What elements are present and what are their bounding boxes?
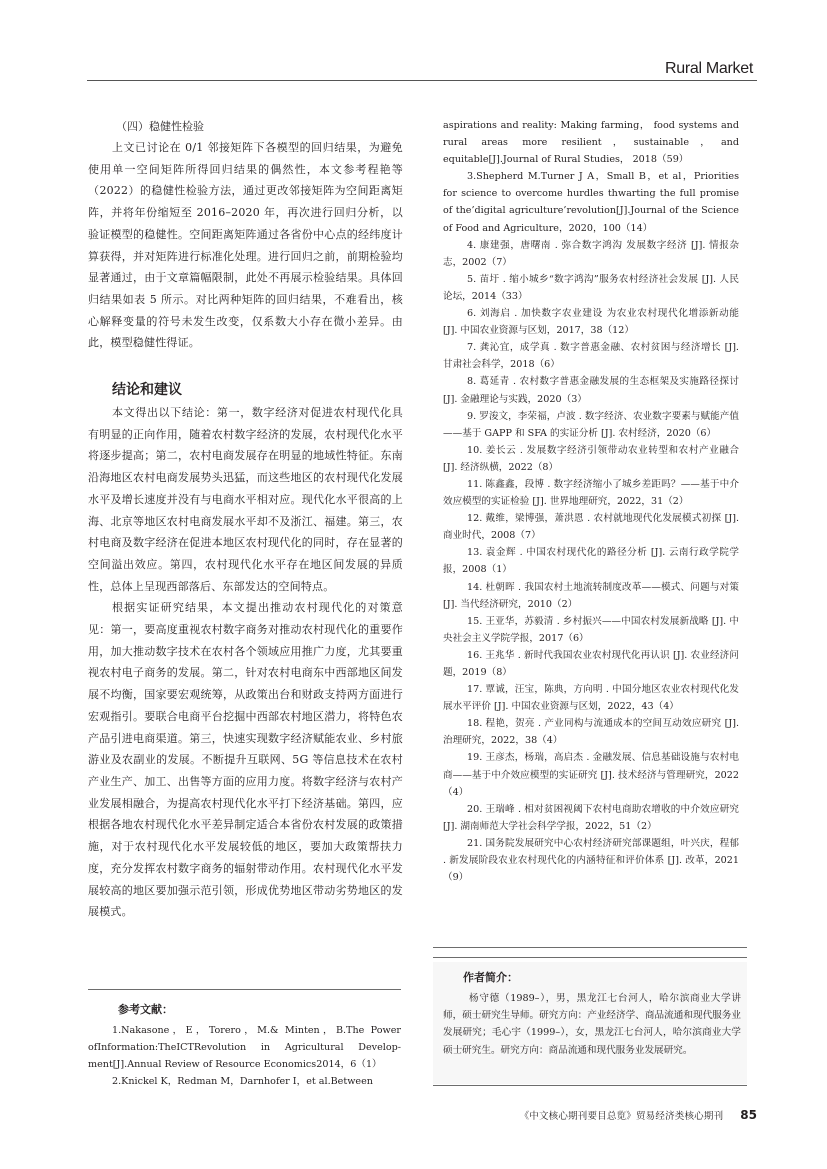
reference-item: 18. 程艳，贺亮 . 产业同构与流通成本的空间互动效应研究 [J]. 治理研究，2022，38（4）	[443, 718, 739, 747]
reference-item: 3.Shepherd M.Turner J A，Small B，et al，Priorities for science to overcome hurdles thwarting the full promise of the’digital agriculture’revolution[J].Journal of the Science of Food and Agriculture，2020，100（14）	[443, 171, 739, 234]
conclusion-paragraph: 本文得出以下结论：第一，数字经济对促进农村现代化具有明显的正向作用，随着农村数字经济的发展，农村现代化水平将逐步提高；第二，农村电商发展存在明显的地域性特征。东南沿海地区农村电商发展势头迅猛，而这些地区的农村现代化发展水平及增长速度并没有与电商水平相对应。现代化水平很高的上海、北京等地区农村电商发展水平却不及浙江、福建。第三，农村电商及数字经济在促进本地区农村现代化的同时，存在显著的空间溢出效应。第四，农村现代化水平存在地区间发展的异质性，总体上呈现西部落后、东部发达的空间特点。	[88, 406, 403, 593]
references-divider	[88, 989, 401, 990]
reference-item: 13. 袁金辉 . 中国农村现代化的路径分析 [J]. 云南行政学院学报，2008（1）	[443, 547, 739, 576]
subsection-title: （四）稳健性检验	[116, 120, 204, 133]
reference-item: 4. 康建强，唐曙南 . 弥合数字鸿沟 发展数字经济 [J]. 情报杂志，2002（7）	[443, 239, 739, 268]
author-box-top-divider	[433, 957, 747, 958]
reference-item: 14. 杜朝晖 . 我国农村土地流转制度改革——模式、问题与对策 [J]. 当代经济研究，2010（2）	[443, 581, 739, 610]
reference-item: 12. 戴维，梁博强，萧洪恩 . 农村就地现代化发展模式初探 [J]. 商业时代，2008（7）	[443, 513, 739, 542]
reference-item: 2.Knickel K，Redman M，Darnhofer I，et al.Between	[112, 1076, 373, 1088]
reference-item: 9. 罗浚文，李荣福，卢波 . 数字经济、农业数字要素与赋能产值——基于 GAPP 和 SFA 的实证分析 [J]. 农村经济，2020（6）	[443, 410, 739, 439]
reference-item: 15. 王亚华，苏毅清 . 乡村振兴——中国农村发展新战略 [J]. 中央社会主义学院学报，2017（6）	[443, 615, 739, 644]
references-left	[88, 1000, 401, 1090]
reference-item: 6. 刘海启 . 加快数字农业建设 为农业农村现代化增添新动能 [J]. 中国农业资源与区划，2017，38（12）	[443, 308, 739, 337]
reference-item: 17. 覃诚，汪宝，陈典，方向明 . 中国分地区农业农村现代化发展水平评价 [J]. 中国农业资源与区划，2022，43（4）	[443, 684, 739, 713]
suggestion-paragraph: 根据实证研究结果，本文提出推动农村现代化的对策意见：第一，要高度重视农村数字商务对推动农村现代化的重要作用，加大推动数字技术在农村各个领域应用推广力度，尤其要重视农村电子商务的发展。第二，针对农村电商东中西部地区间发展不均衡，国家要宏观统筹，从政策出台和财政支持两方面进行宏观指引。要联合电商平台挖掘中西部农村地区潜力，将特色农产品引进电商渠道。第三，快速实现数字经济赋能农业、乡村旅游业及农副业的发展。不断提升互联网、5G 等信息技术在农村产业生产、加工、出售等方面的应用力度。将数字经济与农村产业发展相融合，为提高农村现代化水平打下经济基础。第四，应根据各地农村现代化水平差异制定适合本省份农村发展的政策措施，对于农村现代化水平发展较低的地区，要加大政策帮扶力度，充分发挥农村数字商务的辐射带动作用。农村现代化水平发展较高的地区要加强示范引领，形成优势地区带动劣势地区的发展模式。	[88, 601, 403, 919]
reference-item: 1.Nakasone，E，Torero，M.& Minten，B.The Power ofInformation:TheICTRevolution in Agricultural Develop-ment[J].Annual Review of Resource Economics2014，6（1）	[88, 1025, 401, 1071]
reference-item: 10. 姜长云 . 发展数字经济引领带动农业转型和农村产业融合 [J]. 经济纵横，2022（8）	[443, 444, 739, 473]
reference-item: 21. 国务院发展研究中心农村经济研究部课题组，叶兴庆，程郁 . 新发展阶段农业农村现代化的内涵特征和评价体系 [J]. 改革，2021（9）	[443, 837, 739, 884]
author-box-bottom-divider	[433, 1085, 747, 1086]
author-bio-text: 杨守德（1989–），男，黑龙江七台河人，哈尔滨商业大学讲师，硕士研究生导师。研究方向：产业经济学、商品流通和现代服务业发展研究；毛心宇（1999–），女，黑龙江七台河人，哈尔滨商业大学硕士研究生。研究方向：商品流通和现代服务业发展研究。	[443, 993, 741, 1056]
reference-item: 7. 龚沁宜，成学真 . 数字普惠金融、农村贫困与经济增长 [J]. 甘肃社会科学，2018（6）	[443, 342, 739, 371]
reference-item: 20. 王瑞峰 . 相对贫困视阈下农村电商助农增收的中介效应研究 [J]. 湖南师范大学社会科学学报，2022，51（2）	[443, 803, 739, 832]
robustness-paragraph: 上文已讨论在 0/1 邻接矩阵下各模型的回归结果，为避免使用单一空间矩阵所得回归结果的偶然性，本文参考程艳等（2022）的稳健性检验方法，通过更改邻接矩阵为空间距离矩阵，并将年份缩短至 2016–2020 年，再次进行回归分析，以验证模型的稳健性。空间距离矩阵通过各省份中心点的经纬度计算获得，并对矩阵进行标准化处理。进行回归之前，前期检验均显著通过，由于文章篇幅限制，此处不再展示检验结果。具体回归结果如表 5 所示。对比两种矩阵的回归结果，不难看出，核心解释变量的符号未发生改变，仅系数大小存在微小差异。由此，模型稳健性得证。	[88, 141, 403, 350]
reference-item: 11. 陈鑫鑫，段博 . 数字经济缩小了城乡差距吗？——基于中介效应模型的实证检验 [J]. 世界地理研究，2022，31（2）	[443, 478, 739, 508]
section-title: 结论和建议	[112, 382, 182, 399]
left-column	[88, 117, 403, 923]
author-bio-box	[433, 962, 747, 1084]
references-end-divider	[433, 947, 747, 948]
footer-journal-note: 《中文核心期刊要目总览》贸易经济类核心期刊	[519, 1111, 724, 1122]
reference-item: 19. 王彦杰，杨瑞，高启杰 . 金融发展、信息基础设施与农村电商——基于中介效应模型的实证研究 [J]. 技术经济与管理研究，2022（4）	[443, 752, 739, 798]
author-bio-heading: 作者简介：	[463, 971, 518, 984]
running-header-title: Rural Market	[665, 60, 753, 77]
header-rule	[87, 80, 757, 81]
references-heading: 参考文献：	[118, 1003, 173, 1016]
reference-item: 8. 葛延青 . 农村数字普惠金融发展的生态框架及实施路径探讨 [J]. 金融理论与实践，2020（3）	[443, 376, 739, 405]
reference-item: 16. 王兆华 . 新时代我国农业农村现代化再认识 [J]. 农业经济问题，2019（8）	[443, 649, 739, 678]
page-footer	[520, 1108, 757, 1122]
reference-item-continued: aspirations and reality: Making farming， food systems and rural areas more resilient，sustainable，and equitable[J].Journal of Rural Studies， 2018（59）	[443, 120, 739, 166]
reference-item: 5. 苗圩 . 缩小城乡“数字鸿沟”服务农村经济社会发展 [J]. 人民论坛，2014（33）	[443, 273, 739, 302]
page-number: 85	[740, 1108, 757, 1122]
references-right	[443, 117, 739, 886]
